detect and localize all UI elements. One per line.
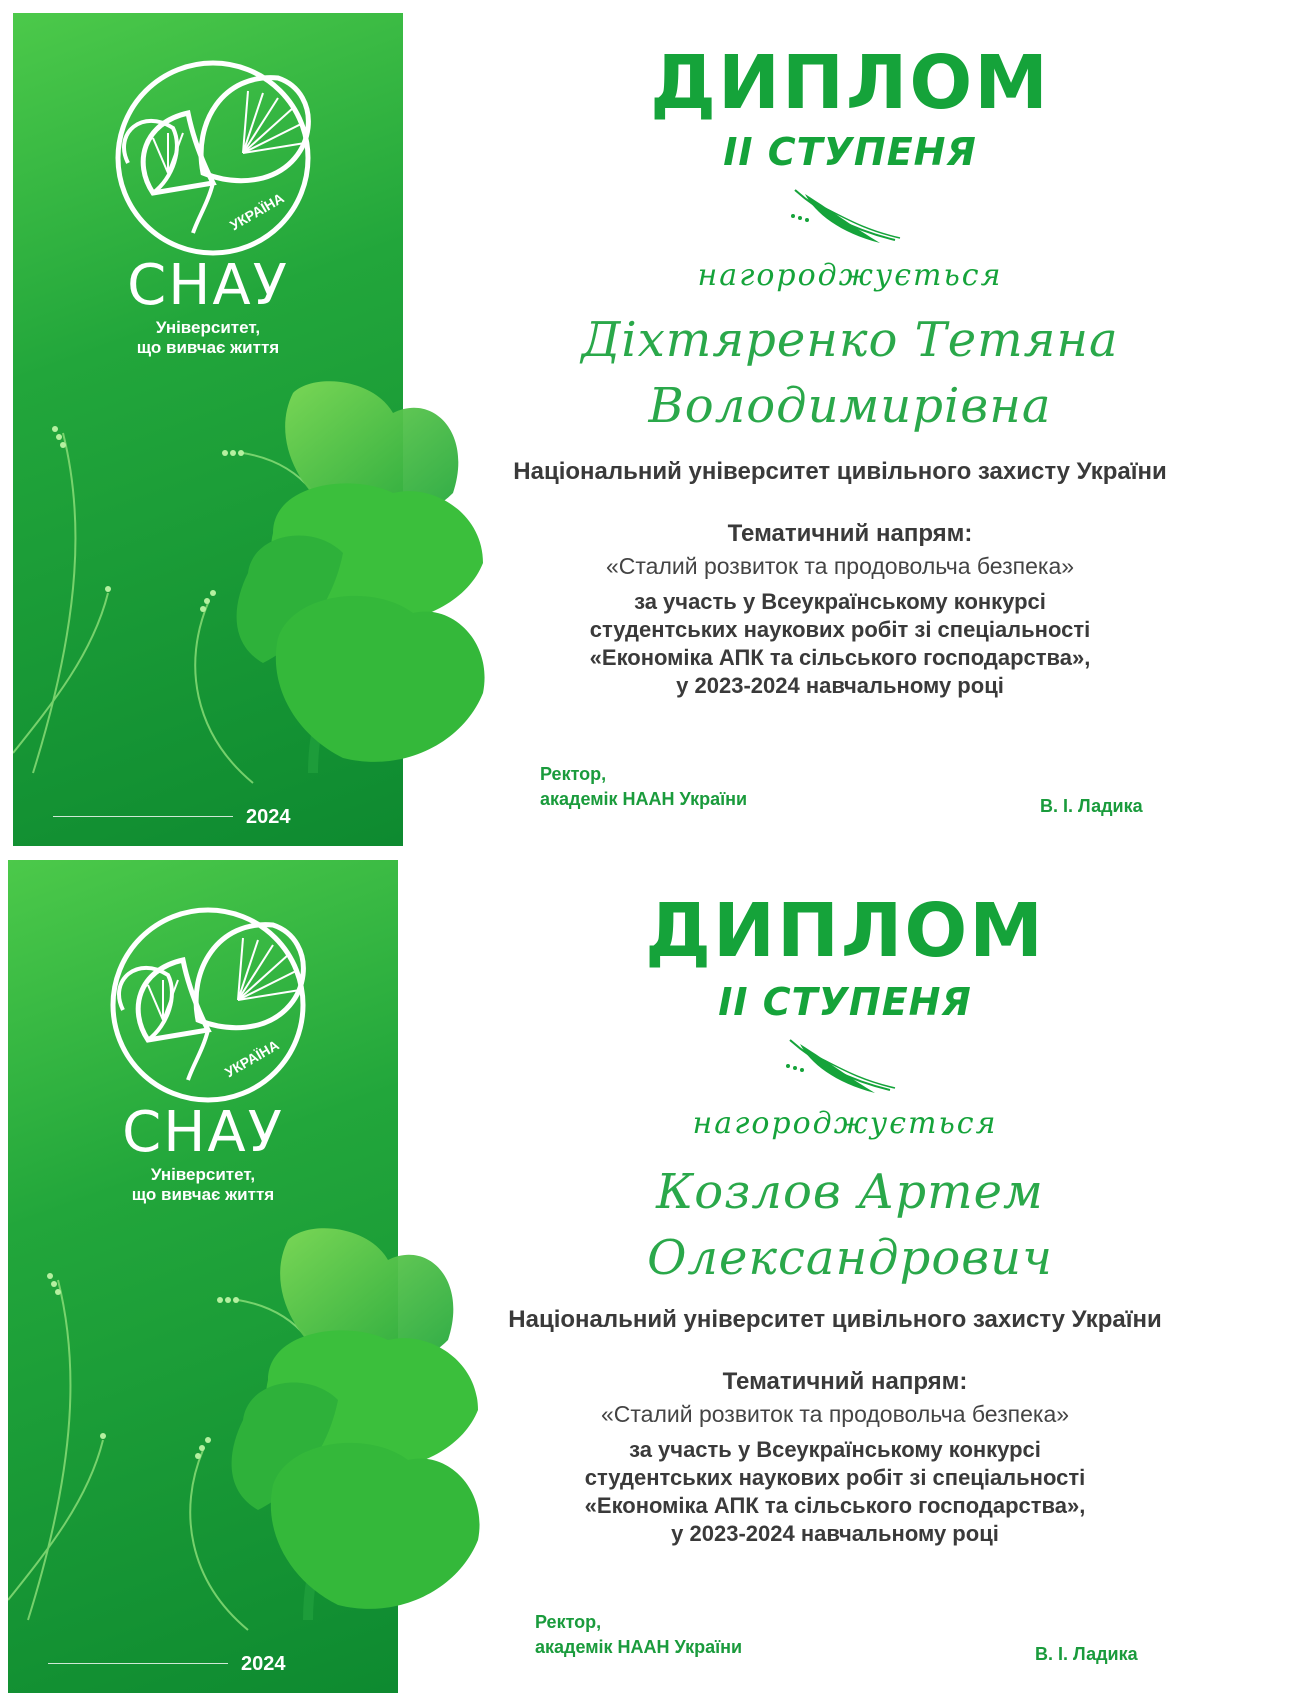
participation-line-1: за участь у Всеукраїнському конкурсі	[629, 1437, 1041, 1462]
signer-name: В. І. Ладика	[1040, 796, 1143, 816]
university-tagline: Університет,	[150, 1165, 256, 1184]
ginkgo-logo-icon	[88, 900, 338, 1110]
diploma-degree: II СТУПЕНЯ	[723, 130, 977, 174]
signer-name: В. І. Ладика	[1035, 1644, 1138, 1664]
university-name: СНАУ	[127, 253, 289, 318]
participation-line-3: «Економіка АПК та сільського господарства»,	[589, 645, 1091, 670]
logo-country-text: УКРАЇНА	[222, 1036, 282, 1081]
participation-line-2: студентських наукових робіт зі спеціальності	[584, 1465, 1086, 1490]
topic-label: Тематичний напрям:	[727, 520, 973, 547]
organization-name: Національний університет цивільного захисту України	[508, 1306, 1162, 1333]
divider-line	[53, 816, 233, 817]
awarded-label: нагороджується	[697, 258, 1003, 293]
ginkgo-logo-icon	[93, 53, 343, 263]
participation-line-3: «Економіка АПК та сільського господарства»,	[584, 1493, 1086, 1518]
rector-title: Ректор,	[540, 764, 607, 784]
rector-rank: академік НААН України	[540, 789, 748, 809]
participation-line-4: у 2023-2024 навчальному році	[671, 1521, 999, 1546]
participation-line-2: студентських наукових робіт зі спеціальності	[589, 617, 1091, 642]
recipient-name-line1: Діхтяренко Тетяна	[581, 312, 1119, 368]
rector-title: Ректор,	[535, 1612, 602, 1632]
awarded-label: нагороджується	[692, 1106, 998, 1141]
year-label: 2024	[241, 1653, 286, 1675]
green-side-panel	[8, 860, 398, 1693]
topic-value: «Сталий розвиток та продовольча безпека»	[600, 1401, 1070, 1427]
diploma-1	[0, 0, 1300, 850]
university-tagline-2: що вивчає життя	[136, 338, 280, 357]
recipient-name-line2: Олександрович	[647, 1230, 1053, 1286]
logo-country-text: УКРАЇНА	[227, 189, 287, 234]
year-label: 2024	[246, 806, 291, 828]
university-tagline: Університет,	[155, 318, 261, 337]
diploma-title: ДИПЛОМ	[650, 40, 1050, 126]
recipient-name-line2: Володимирівна	[648, 378, 1052, 434]
university-tagline-2: що вивчає життя	[131, 1185, 275, 1204]
diploma-degree: II СТУПЕНЯ	[718, 980, 972, 1024]
ornament-swash-icon	[780, 1038, 900, 1100]
topic-value: «Сталий розвиток та продовольча безпека»	[605, 553, 1075, 579]
ornament-swash-icon	[785, 188, 905, 250]
organization-name: Національний університет цивільного захисту України	[513, 458, 1167, 485]
green-side-panel	[13, 13, 403, 846]
participation-line-4: у 2023-2024 навчальному році	[676, 673, 1004, 698]
participation-line-1: за участь у Всеукраїнському конкурсі	[634, 589, 1046, 614]
topic-label: Тематичний напрям:	[722, 1368, 968, 1395]
recipient-name-line1: Козлов Артем	[656, 1164, 1044, 1220]
diploma-2	[0, 852, 1300, 1702]
diploma-title: ДИПЛОМ	[645, 888, 1045, 974]
university-name: СНАУ	[122, 1100, 284, 1165]
divider-line	[48, 1663, 228, 1664]
rector-rank: академік НААН України	[535, 1637, 743, 1657]
